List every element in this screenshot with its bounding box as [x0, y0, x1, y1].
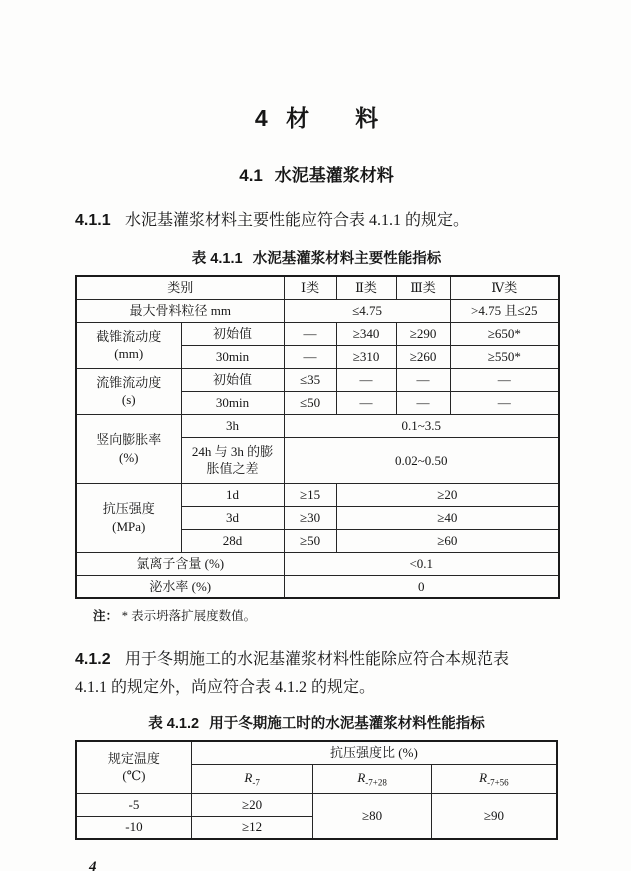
cell: ≥40: [336, 506, 559, 529]
table-row: [76, 793, 557, 816]
column-header-temperature: 规定温度 (℃): [76, 741, 191, 793]
table-row: [76, 575, 559, 598]
row-sublabel-1d: 1d: [181, 483, 284, 506]
row-label-aggregate: 最大骨料粒径 mm: [76, 299, 284, 322]
cell: ≥50: [284, 529, 336, 552]
row-sublabel-28d: 28d: [181, 529, 284, 552]
table-4-1-1-note: [93, 608, 558, 624]
cell: —: [450, 368, 559, 391]
cell-temp-minus10: -10: [76, 816, 191, 839]
cell-bleeding: 0: [284, 575, 559, 598]
column-header-strength-ratio: 抗压强度比 (%): [191, 741, 557, 764]
table-row: [76, 368, 559, 391]
cell-aggregate-c123: ≤4.75: [284, 299, 450, 322]
page-number: 4: [89, 859, 97, 871]
table-row: [76, 483, 559, 506]
cell: —: [336, 368, 396, 391]
cell-expansion-24h: 0.02~0.50: [284, 437, 559, 483]
clause-text-line2: 4.1.1 的规定外，尚应符合表 4.1.2 的规定。: [75, 678, 376, 696]
cell: ≥310: [336, 345, 396, 368]
cell: ≥15: [284, 483, 336, 506]
column-header-class-4: Ⅳ类: [450, 276, 559, 299]
table-4-1-1-caption: [75, 251, 558, 268]
table-4-1-2: [75, 740, 558, 840]
column-header-class-3: Ⅲ类: [396, 276, 450, 299]
chapter-number: 4: [254, 105, 268, 131]
cell: —: [336, 391, 396, 414]
table-4-1-1: [75, 275, 560, 599]
note-text: * 表示坍落扩展度数值。: [121, 609, 257, 624]
column-header-class-1: Ⅰ类: [284, 276, 336, 299]
cell: ≤50: [284, 391, 336, 414]
table-caption-text: 用于冬期施工时的水泥基灌浆材料性能指标: [209, 715, 485, 732]
clause-number: 4.1.1: [75, 211, 111, 229]
column-header-r-minus7: $R_{-7}$: [191, 764, 313, 793]
clause-text-line1: 用于冬期施工的水泥基灌浆材料性能除应符合本规范表: [124, 650, 509, 668]
cell-aggregate-c4: >4.75 且≤25: [450, 299, 559, 322]
table-row: [76, 414, 559, 437]
row-label-chloride: 氯离子含量 (%): [76, 552, 284, 575]
row-sublabel-3d: 3d: [181, 506, 284, 529]
column-header-category: 类别: [76, 276, 284, 299]
cell: —: [396, 368, 450, 391]
row-label-funnel-flow: 流锥流动度 (s): [76, 368, 181, 414]
column-header-r-minus7-plus28: $R_{-7+28}$: [313, 764, 431, 793]
cell: —: [396, 391, 450, 414]
row-sublabel-3h: 3h: [181, 414, 284, 437]
cell: ≥290: [396, 322, 450, 345]
cell: ≥550*: [450, 345, 559, 368]
clause-4-1-1: [75, 207, 558, 235]
cell-expansion-3h: 0.1~3.5: [284, 414, 559, 437]
clause-4-1-2: [75, 646, 558, 702]
cell: —: [284, 345, 336, 368]
clause-text: 水泥基灌浆材料主要性能应符合表 4.1.1 的规定。: [124, 211, 469, 229]
row-sublabel-24h: 24h 与 3h 的膨胀值之差: [181, 437, 284, 483]
cell: —: [450, 391, 559, 414]
table-row: [76, 322, 559, 345]
row-label-bleeding: 泌水率 (%): [76, 575, 284, 598]
row-label-cone-flow: 截锥流动度 (mm): [76, 322, 181, 368]
section-number: 4.1: [239, 166, 263, 186]
row-sublabel-30min: 30min: [181, 345, 284, 368]
table-row: [76, 299, 559, 322]
section-heading: [75, 167, 558, 186]
row-label-expansion: 竖向膨胀率 (%): [76, 414, 181, 483]
row-label-strength: 抗压强度 (MPa): [76, 483, 181, 552]
cell: ≥20: [336, 483, 559, 506]
table-row: [76, 741, 557, 764]
table-caption-label: 表 4.1.2: [148, 715, 200, 732]
table-row: [76, 276, 559, 299]
cell-chloride: <0.1: [284, 552, 559, 575]
row-sublabel-initial: 初始值: [181, 368, 284, 391]
column-header-r-minus7-plus56: $R_{-7+56}$: [431, 764, 557, 793]
table-row: [76, 552, 559, 575]
cell-r7plus28: ≥80: [313, 793, 431, 839]
chapter-heading: [75, 106, 558, 131]
cell-r7-minus5: ≥20: [191, 793, 313, 816]
table-caption-text: 水泥基灌浆材料主要性能指标: [252, 250, 442, 267]
cell-r7-minus10: ≥12: [191, 816, 313, 839]
cell: ≥340: [336, 322, 396, 345]
note-label: 注：: [93, 609, 119, 624]
clause-number: 4.1.2: [75, 650, 111, 668]
cell: ≥60: [336, 529, 559, 552]
cell: —: [284, 322, 336, 345]
cell-temp-minus5: -5: [76, 793, 191, 816]
chapter-title: 材 料: [286, 105, 379, 131]
page-content: [75, 106, 558, 871]
cell: ≤35: [284, 368, 336, 391]
column-header-class-2: Ⅱ类: [336, 276, 396, 299]
cell: ≥650*: [450, 322, 559, 345]
table-4-1-2-caption: [75, 716, 558, 733]
row-sublabel-initial: 初始值: [181, 322, 284, 345]
cell-r7plus56: ≥90: [431, 793, 557, 839]
cell: ≥260: [396, 345, 450, 368]
cell: ≥30: [284, 506, 336, 529]
table-caption-label: 表 4.1.1: [191, 250, 243, 267]
row-sublabel-30min: 30min: [181, 391, 284, 414]
section-title: 水泥基灌浆材料: [274, 166, 394, 186]
